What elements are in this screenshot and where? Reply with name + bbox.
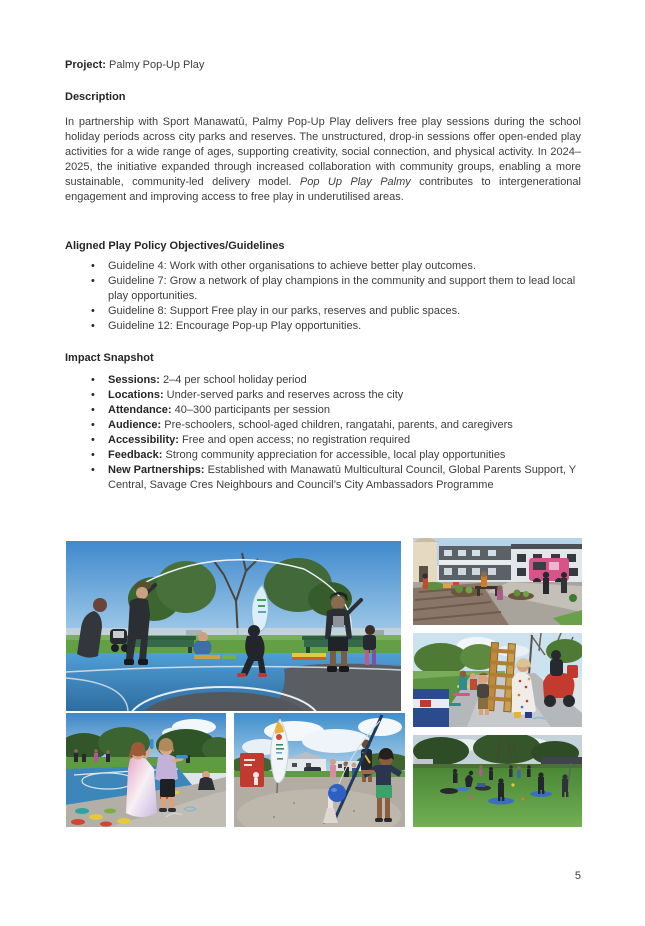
impact-item	[65, 388, 581, 403]
description-text-2: contributes to intergenerational engagement and improving access to free play in underutilised areas.	[65, 176, 581, 203]
bullet-icon: •	[91, 464, 95, 476]
bullet-icon: •	[91, 305, 95, 317]
impact-item	[65, 463, 581, 493]
impact-text: Strong community appreciation for accessible, local play opportunities	[162, 449, 506, 461]
description-paragraph	[65, 115, 581, 205]
impact-text: Pre-schoolers, school-aged children, rangatahi, parents, and caregivers	[161, 419, 513, 431]
impact-label: Feedback:	[108, 449, 163, 461]
bullet-icon: •	[91, 275, 95, 287]
guideline-text: Guideline 4: Work with other organisations to achieve better play outcomes.	[108, 260, 476, 272]
girls-court-illustration	[66, 713, 226, 827]
photo-field-spot-boards	[413, 735, 582, 827]
bullet-icon: •	[91, 389, 95, 401]
guideline-text: Guideline 8: Support Free play in our parks, reserves and public spaces.	[108, 305, 461, 317]
impact-item	[65, 433, 581, 448]
impact-label: Sessions:	[108, 374, 160, 386]
impact-item	[65, 403, 581, 418]
impact-text: 2–4 per school holiday period	[159, 374, 307, 386]
impact-label: Accessibility:	[108, 434, 179, 446]
photo-girls-colour-discs	[66, 713, 226, 827]
guideline-item	[65, 304, 581, 319]
rope-skipping-illustration	[66, 541, 401, 711]
courtyard-illustration	[413, 538, 582, 625]
guidelines-heading: Aligned Play Policy Objectives/Guidelines	[65, 240, 285, 252]
description-text-1: In partnership with Sport Manawatū, Palmy Pop-Up Play delivers free play sessions during the school holiday periods across city parks and reserves. The unstructured, drop-in sessions offer open-ended play activities for a wide range of ages, supporting creativity, social connection, and physical activity. In 2024–2025, the initiative expanded through increased collaboration with community groups, enabling a more sustainable, community-led delivery model.	[65, 116, 581, 188]
project-line	[65, 58, 581, 73]
bullet-icon: •	[91, 434, 95, 446]
guideline-item	[65, 259, 581, 274]
photo-swingball	[234, 713, 405, 827]
bullet-icon: •	[91, 404, 95, 416]
field-games-illustration	[413, 735, 582, 827]
impact-label: Locations:	[108, 389, 164, 401]
guideline-text: Guideline 12: Encourage Pop-up Play opportunities.	[108, 320, 362, 332]
impact-item	[65, 448, 581, 463]
impact-text: 40–300 participants per session	[171, 404, 330, 416]
guideline-text: Guideline 7: Grow a network of play champions in the community and support them to lead local play opportunities.	[108, 275, 576, 302]
impact-label: Audience:	[108, 419, 162, 431]
photo-rope-skipping-court	[66, 541, 401, 711]
guideline-item	[65, 274, 581, 304]
impact-text: Under-served parks and reserves across the city	[163, 389, 404, 401]
bullet-icon: •	[91, 320, 95, 332]
impact-label: New Partnerships:	[108, 464, 205, 476]
impact-list	[65, 373, 581, 493]
photo-ladder-stacking	[413, 633, 582, 727]
bullet-icon: •	[91, 419, 95, 431]
description-heading: Description	[65, 91, 126, 103]
guideline-item	[65, 319, 581, 334]
impact-text: Established with Manawatū Multicultural Council, Global Parents Support, Y Central, Savage Cres Neighbours and Council’s City Ambassadors Programme	[108, 464, 576, 491]
impact-label: Attendance:	[108, 404, 172, 416]
project-name: Palmy Pop-Up Play	[105, 59, 205, 71]
impact-item	[65, 418, 581, 433]
impact-item	[65, 373, 581, 388]
bullet-icon: •	[91, 260, 95, 272]
guidelines-list	[65, 259, 581, 334]
description-text-italic: Pop Up Play Palmy	[299, 176, 411, 188]
impact-heading: Impact Snapshot	[65, 352, 154, 364]
project-label: Project:	[65, 59, 106, 71]
impact-text: Free and open access; no registration required	[178, 434, 411, 446]
ladder-play-illustration	[413, 633, 582, 727]
page-number: 5	[574, 870, 581, 882]
swingball-illustration	[234, 713, 405, 827]
bullet-icon: •	[91, 449, 95, 461]
photo-apartment-courtyard	[413, 538, 582, 625]
bullet-icon: •	[91, 374, 95, 386]
